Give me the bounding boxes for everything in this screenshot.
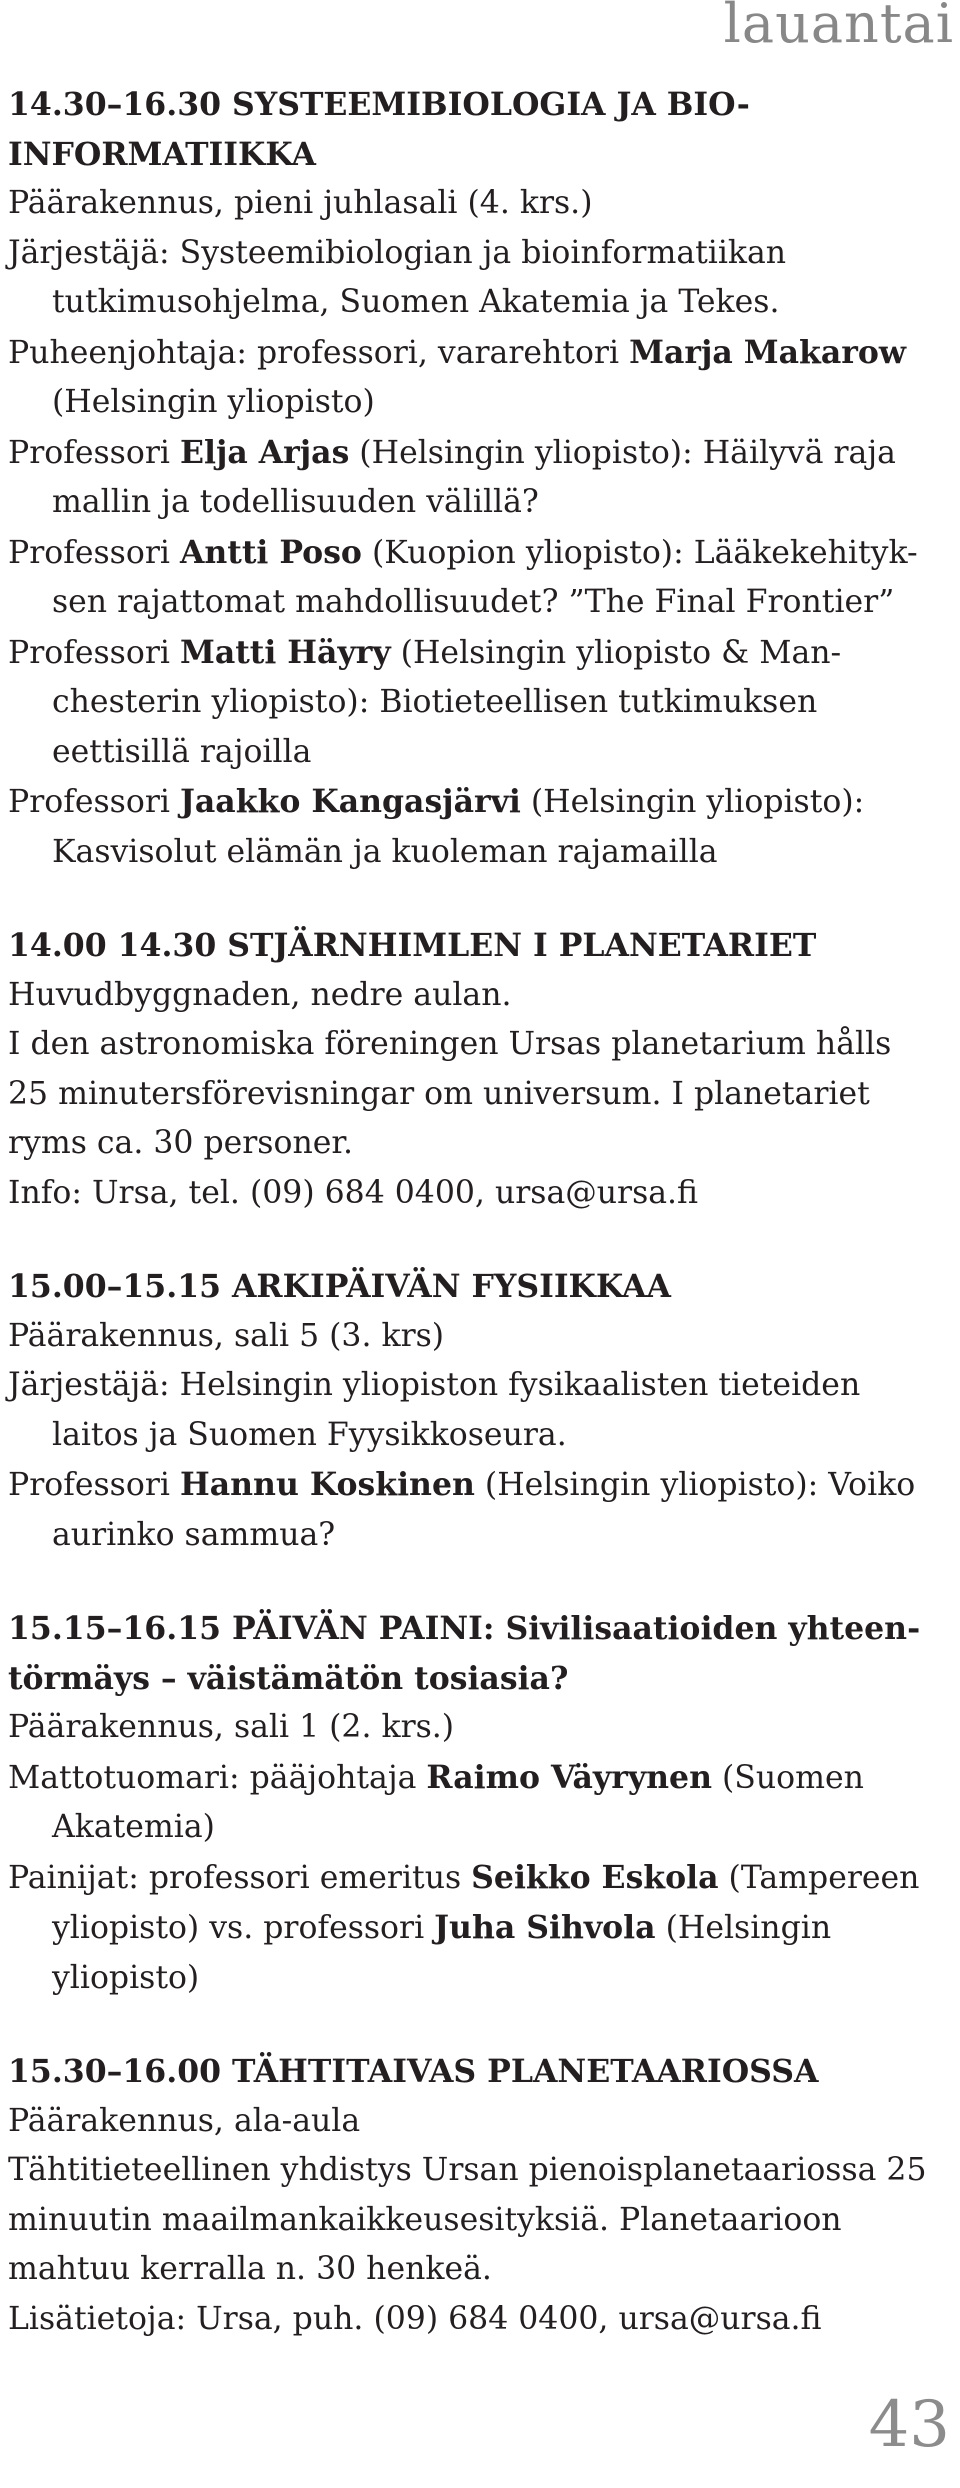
wrestler-affiliation: yliopisto) vs. professori [52, 1910, 435, 1946]
event-organizer-cont: tutkimusohjelma, Suomen Akatemia ja Tekes. [52, 284, 780, 320]
speaker-talk: (Helsingin yliopisto): [520, 784, 865, 820]
event-chair-affiliation: (Helsingin yliopisto) [52, 384, 375, 420]
event-title-cont: törmäys – väistämätön tosiasia? [8, 1659, 569, 1697]
speaker-talk: (Helsingin yliopisto): Voiko [474, 1467, 916, 1503]
event-title: 15.30–16.00 TÄHTITAIVAS PLANETAARIOSSA [8, 2053, 819, 2090]
referee-label: Mattotuomari: pääjohtaja [8, 1759, 427, 1796]
event-description: Tähtitieteellinen yhdistys Ursan pienoisplanetaariossa 25 [8, 2152, 927, 2188]
speaker-2 [8, 528, 948, 579]
speaker-1 [8, 428, 948, 479]
wrestler-affiliation: (Tampereen [718, 1859, 920, 1896]
event-description-cont-2: mahtuu kerralla n. 30 henkeä. [8, 2251, 492, 2287]
event-arkipaivan-fysiikkaa [8, 1262, 948, 1560]
speaker-title: Professori [8, 434, 180, 471]
wrestler-affiliation: (Helsingin [655, 1910, 832, 1946]
speaker-2-cont: sen rajattomat mahdollisuudet? ”The Final Frontier” [52, 584, 895, 620]
speaker-name: Elja Arjas [179, 433, 350, 471]
speaker-talk: (Kuopion yliopisto): Lääkekehityk- [361, 534, 918, 571]
speaker-title: Professori [8, 1467, 180, 1503]
event-title: 14.00 14.30 STJÄRNHIMLEN I PLANETARIET [8, 927, 817, 964]
event-description-cont-2: ryms ca. 30 personer. [8, 1125, 353, 1161]
event-stjarnhimlen [8, 921, 948, 1218]
event-wrestlers-cont [8, 1903, 948, 1954]
event-description: I den astronomiska föreningen Ursas planetarium hålls [8, 1026, 892, 1062]
referee-affiliation: (Suomen [711, 1759, 864, 1796]
event-title: 15.15–16.15 PÄIVÄN PAINI: Sivilisaatioiden yhteen- [8, 1610, 921, 1647]
speaker-3 [8, 628, 948, 679]
referee-name: Raimo Väyrynen [426, 1758, 712, 1796]
page-number: 43 [868, 2388, 950, 2462]
speaker-4 [8, 777, 948, 828]
event-wrestlers-cont-2: yliopisto) [52, 1959, 200, 1996]
speaker-title: Professori [8, 634, 180, 671]
speaker-name: Antti Poso [179, 533, 362, 571]
event-location: Päärakennus, ala-aula [8, 2102, 361, 2139]
program-listing [8, 80, 948, 2388]
speaker-name: Matti Häyry [179, 633, 391, 671]
event-organizer-cont: laitos ja Suomen Fyysikkoseura. [52, 1416, 567, 1453]
event-title: 15.00–15.15 ARKIPÄIVÄN FYSIIKKAA [8, 1268, 671, 1305]
event-paivan-paini [8, 1604, 948, 2003]
speaker-1-cont: aurinko sammua? [52, 1516, 336, 1553]
speaker-1-cont: mallin ja todellisuuden välillä? [52, 484, 539, 520]
event-location: Päärakennus, pieni juhlasali (4. krs.) [8, 185, 593, 221]
event-title-cont: INFORMATIIKKA [8, 135, 316, 173]
event-tahtitaivas [8, 2047, 948, 2344]
chair-name: Marja Makarow [629, 333, 906, 371]
wrestlers-label: Painijat: professori emeritus [8, 1859, 472, 1896]
speaker-3-cont: chesterin yliopisto): Biotieteellisen tutkimuksen [52, 684, 818, 720]
event-title: 14.30–16.30 SYSTEEMIBIOLOGIA JA BIO- [8, 86, 750, 123]
speaker-name: Jaakko Kangasjärvi [179, 783, 521, 820]
event-info: Info: Ursa, tel. (09) 684 0400, ursa@ursa.fi [8, 1174, 699, 1211]
speaker-1 [8, 1460, 948, 1511]
event-location: Päärakennus, sali 1 (2. krs.) [8, 1709, 455, 1745]
speaker-title: Professori [8, 784, 180, 820]
event-referee-cont: Akatemia) [52, 1809, 215, 1845]
speaker-name: Hannu Koskinen [179, 1466, 475, 1503]
speaker-talk: (Helsingin yliopisto): Häilyvä raja [349, 434, 896, 471]
wrestler-name: Juha Sihvola [434, 1909, 656, 1946]
event-chair [8, 328, 948, 379]
speaker-talk: (Helsingin yliopisto & Man- [390, 634, 842, 671]
event-description-cont: 25 minutersförevisningar om universum. I planetariet [8, 1075, 870, 1112]
event-wrestlers [8, 1853, 948, 1904]
event-referee [8, 1753, 948, 1804]
speaker-4-cont: Kasvisolut elämän ja kuoleman rajamailla [52, 833, 718, 870]
event-organizer: Järjestäjä: Helsingin yliopiston fysikaalisten tieteiden [8, 1367, 861, 1403]
wrestler-name: Seikko Eskola [471, 1858, 719, 1896]
chair-label: Puheenjohtaja: professori, vararehtori [8, 334, 630, 371]
event-location: Huvudbyggnaden, nedre aulan. [8, 976, 512, 1013]
event-organizer: Järjestäjä: Systeemibiologian ja bioinformatiikan [8, 234, 787, 271]
speaker-title: Professori [8, 534, 180, 571]
speaker-3-cont-2: eettisillä rajoilla [52, 733, 312, 770]
event-systeemibiologia [8, 80, 948, 877]
day-header: lauantai [723, 0, 954, 55]
event-description-cont: minuutin maailmankaikkeusesityksiä. Planetaarioon [8, 2201, 842, 2238]
event-location: Päärakennus, sali 5 (3. krs) [8, 1317, 445, 1354]
event-info: Lisätietoja: Ursa, puh. (09) 684 0400, ursa@ursa.fi [8, 2300, 822, 2337]
